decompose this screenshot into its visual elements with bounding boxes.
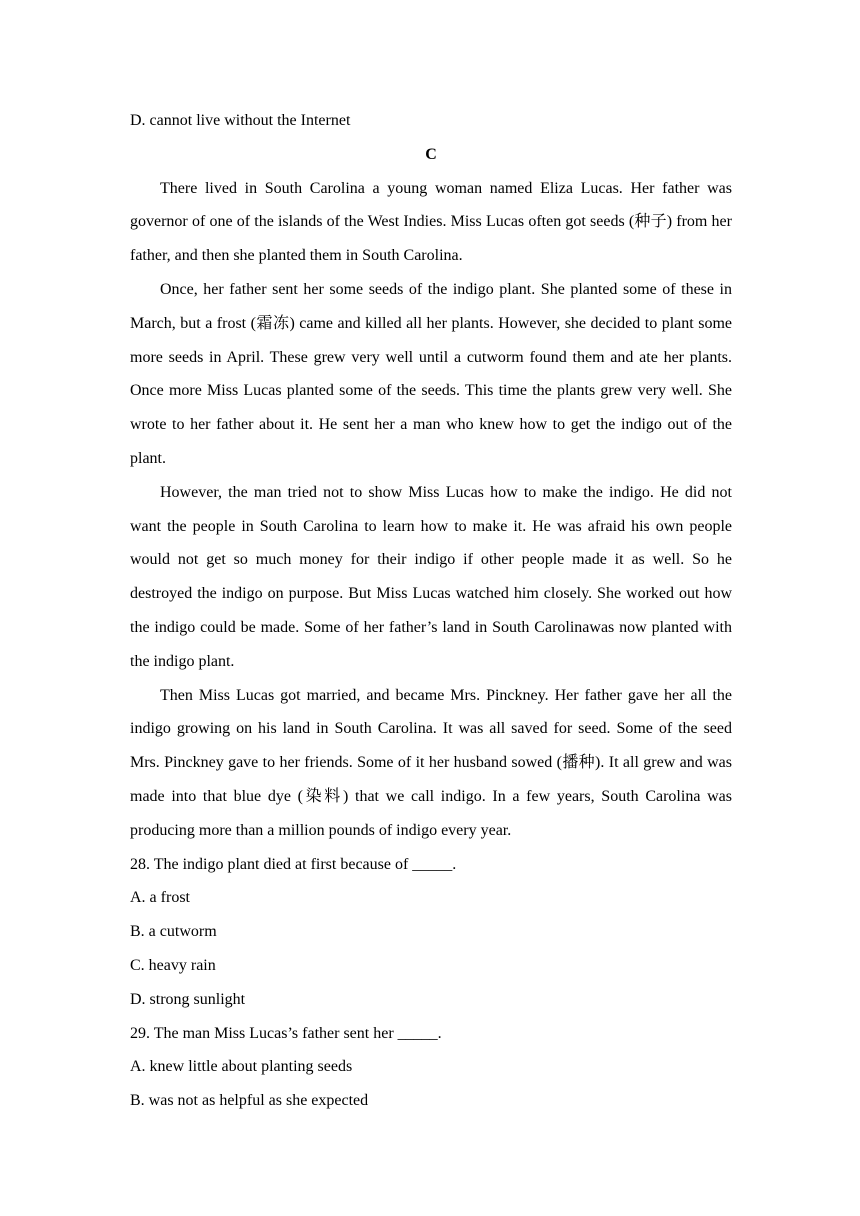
- question-28-stem: 28. The indigo plant died at first because of _____.: [130, 855, 457, 873]
- passage-paragraph-4: Then Miss Lucas got married, and became Mrs. Pinckney. Her father gave her all the indigo growing on his land in South Carolina. It was all saved for seed. Some of the seed Mrs. Pinckney gave to her friends. Some of it her husband sowed (播种). It all grew and was made into that blue dye (染料) that we call indigo. In a few years, South Carolina was producing more than a million pounds of indigo every year.: [130, 686, 732, 839]
- question-29-option-b: B. was not as helpful as she expected: [130, 1092, 369, 1110]
- previous-question-option: D. cannot live without the Internet: [130, 112, 351, 129]
- question-28-option-c: C. heavy rain: [130, 956, 216, 974]
- document-content: [130, 104, 732, 1118]
- passage-paragraph-3: However, the man tried not to show Miss Lucas how to make the indigo. He did not want the people in South Carolina to learn how to make it. He was afraid his own people would not get so much money for their indigo if other people made it as well. So he destroyed the indigo on purpose. But Miss Lucas watched him closely. She worked out how the indigo could be made. Some of her father’s land in South Carolinawas now planted with the indigo plant.: [130, 483, 732, 670]
- question-28-option-a: A. a frost: [130, 889, 190, 907]
- question-29-option-a: A. knew little about planting seeds: [130, 1058, 353, 1076]
- section-heading: C: [425, 145, 437, 163]
- question-28-option-d: D. strong sunlight: [130, 990, 246, 1008]
- passage-paragraph-1: There lived in South Carolina a young woman named Eliza Lucas. Her father was governor of one of the islands of the West Indies. Miss Lucas often got seeds (种子) from her father, and then she planted them in South Carolina.: [130, 179, 732, 265]
- question-28-option-b: B. a cutworm: [130, 923, 217, 941]
- question-29-stem: 29. The man Miss Lucas’s father sent her _____.: [130, 1024, 442, 1042]
- passage-paragraph-2: Once, her father sent her some seeds of the indigo plant. She planted some of these in March, but a frost (霜冻) came and killed all her plants. However, she decided to plant some more seeds in April. These grew very well until a cutworm found them and ate her plants. Once more Miss Lucas planted some of the seeds. This time the plants grew very well. She wrote to her father about it. He sent her a man who knew how to get the indigo out of the plant.: [130, 280, 732, 467]
